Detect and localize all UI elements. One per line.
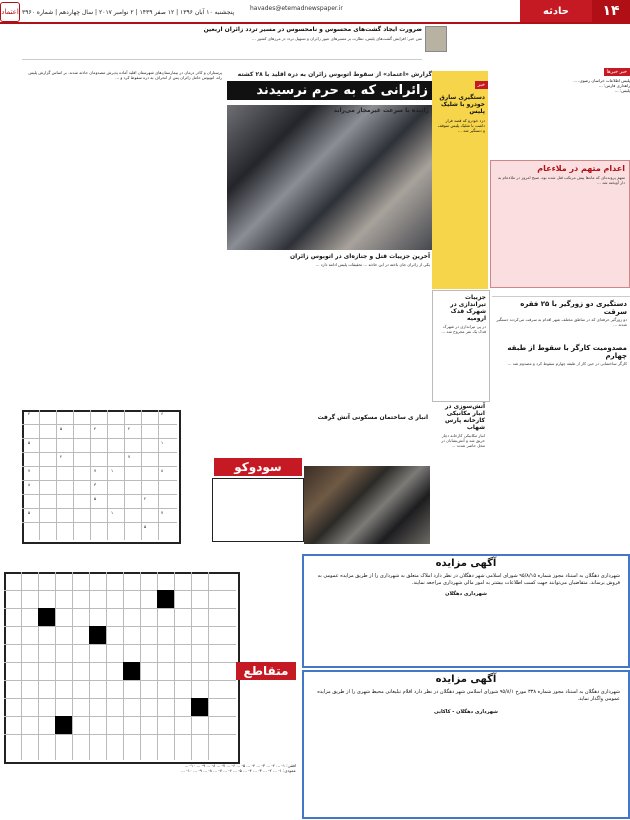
crossword-label: متقاطع [236, 662, 296, 680]
ad-sign-1: شهرداری دهگلان [445, 590, 487, 597]
right-column-yellow: خبر دستگیری سارق خودرو با شلیک پلیس دزد خودرو که قصد فرار داشت با شلیک پلیس متوقف و دستگیر شد ... [432, 71, 488, 289]
sudoku-cell: ۷ [128, 454, 131, 459]
main-story-header [227, 71, 432, 105]
sudoku-cell: ۵ [60, 426, 63, 431]
ad-text-1: شهرداری دهگلان به استناد مجوز شماره ۹۵/۸/۱۵ شورای اسلامی شهر دهگلان در نظر دارد املاک متعلق به شهرداری را از طریق مزایده عمومی به فروش برساند. متقاضیان می‌توانند جهت کسب اطلاعات بیشتر به امور مالی شهرداری مراجعه نمایند. [317, 573, 620, 586]
fire-photo [304, 466, 430, 544]
sudoku-grid-small [212, 478, 304, 542]
sudoku-cell: ۱ [161, 440, 164, 445]
sudoku-cell: ۱ [111, 510, 114, 515]
list-item: پلیس: ... [614, 87, 630, 93]
sudoku-cell: ۸ [28, 482, 31, 487]
logo-icon: اعتماد [0, 2, 20, 22]
main-text-columns: پرستاران و کادر درمان در بیمارستان‌های شهرستان اقلید آماده پذیرش مصدومان حادثه شدند. بر اساس گزارش پلیس راه، اتوبوس حامل زائران پس از انحراف به دره سقوط کرد و ... [28, 70, 222, 80]
right-mid-title: اعدام متهم در ملاءعام [537, 164, 625, 173]
fire-title: آتش‌سوزی در انبار مکانیکی کارخانه پارس شهاب [444, 403, 485, 431]
sudoku-cell: ۱ [111, 468, 114, 473]
sudoku-cell: ۵ [28, 510, 31, 515]
left-column-label: خبر خبرها [604, 68, 630, 76]
top-strip: ضرورت ایجاد گشت‌های محسوس و نامحسوس در مسیر تردد زائران اربعین متن خبر: افزایش گشت‌های پلیس، نظارت بر مسیرهای عبور زائران و تسهیل تردد در مرزهای کشور ... [22, 24, 422, 60]
right-top-label: خبر [475, 81, 488, 89]
main-kicker: گزارش «اعتماد» از سقوط اتوبوس زائران به دره اقلید با ۲۸ کشته [237, 71, 432, 78]
sudoku-cell: ۵ [144, 524, 147, 529]
list-item: راهداری فارس: ... [598, 82, 630, 88]
top-headline: ضرورت ایجاد گشت‌های محسوس و نامحسوس در مسیر تردد زائران اربعین [203, 26, 422, 33]
sudoku-cell: ۴ [94, 426, 97, 431]
fire-kicker: انبار ی ساختمان مسکونی آتش گرفت [317, 414, 428, 421]
sudoku-label: سودوکو [214, 458, 302, 476]
right-side-title: دستگیری دو زورگیر با ۲۵ فقره سرقت [520, 300, 627, 316]
ad-box-2 [302, 670, 630, 819]
page-number: ۱۴ [592, 0, 630, 22]
sudoku-cell: ۸ [161, 468, 164, 473]
right-box-2-title: جزییات تیراندازی در شهرک قدک ارومیه [450, 294, 486, 322]
news-list [492, 79, 630, 93]
sudoku-cell: ۲ [60, 454, 63, 459]
sudoku-cell: ۳ [94, 482, 97, 487]
main-headline: زائرانی که به حرم نرسیدند [227, 81, 432, 100]
right-mid-box: اعدام متهم در ملاءعام متهم پرونده‌ای که ماه‌ها پیش مرتکب قتل شده بود، صبح امروز در ملاءعام به دار آویخته شد ... [490, 160, 630, 288]
ad-sign-2: شهرداری دهگلان - کاکایی [434, 708, 498, 715]
sudoku-section [22, 410, 302, 540]
right-top-title: دستگیری سارق خودرو با شلیک پلیس [439, 94, 485, 115]
photo-caption-title: راننده با سرعت غیرمجاز می‌راند [333, 107, 429, 114]
sudoku-cell: ۲ [128, 426, 131, 431]
crossword-grid [4, 572, 240, 764]
date-line: پنجشنبه ۱۰ آبان ۱۳۹۶ | ۱۲ صفر ۱۴۳۹ | ۲ نوامبر ۲۰۱۷ | سال چهاردهم | شماره ۳۹۶۰ [22, 9, 235, 16]
ad-title-1: آگهی مزایده [435, 558, 497, 569]
right-top-list [492, 58, 630, 160]
sudoku-cell: ۵ [94, 496, 97, 501]
sudoku-cell: ۶ [161, 411, 164, 416]
lower-news-title: آخرین جزییات قتل و جنازه‌ای در اتوبوس زائران [289, 253, 430, 260]
sudoku-cell: ۵ [28, 440, 31, 445]
fire-story [304, 412, 430, 544]
photo-caption [330, 104, 432, 172]
sudoku-cell: ۲ [144, 496, 147, 501]
list-item: پلیس اطلاعات خراسان رضوی، ... [573, 78, 630, 83]
right-side-story: دستگیری دو زورگیر با ۲۵ فقره سرقت دو زورگیر حرفه‌ای که در مناطق مختلف شهر اقدام به سرقت می‌کردند دستگیر شدند ... مصدومیت کارگر با سقوط از طبقه چهارم کارگر ساختمانی در حین کار از طبقه چهارم سقوط کرد و مصدوم شد ... [492, 296, 630, 537]
crossword-clues: افقی: ۱- ... ۲- ... ۳- ... ۴- ... ۵- ... ۶- ... ۷- ... ۸- ... ۹- ... ۱۰- ... عمودی: ۱- ... ۲- ... ۳- ... ۴- ... ۵- ... ۶- ... ۷- ... ۸- ... ۹- ... ۱۰- ... [181, 763, 296, 773]
sudoku-cell: ۴ [28, 411, 31, 416]
ad-title-2: آگهی مزایده [435, 674, 497, 685]
sudoku-cell: ۷ [28, 468, 31, 473]
ad-box-1 [302, 554, 630, 668]
section-email: havades@etemadnewspaper.ir [250, 5, 343, 12]
ad-text-2: شهرداری دهگلان به استناد مجوز شماره ۳۳۸ مورخ ۹۵/۸/۱ شورای اسلامی شهر دهگلان در نظر دارد اقلام تبلیغاتی محیط شهری را از طریق مزایده عمومی واگذار نماید. [317, 689, 620, 702]
right-column-box-3: آتش‌سوزی در انبار مکانیکی کارخانه پارس شهاب انبار مکانیکی کارخانه دچار حریق شد و آتش‌نشانان در محل حاضر شدند ... [432, 400, 488, 550]
lower-news-block: آخرین جزییات قتل و جنازه‌ای در اتوبوس زائران یکی از زائران جان باخته در این حادثه ... تحقیقات پلیس ادامه دارد ... [227, 250, 432, 385]
sudoku-cell: ۷ [94, 468, 97, 473]
author-photo [425, 26, 447, 52]
section-label: حادثه [520, 0, 592, 22]
collapse-title: مصدومیت کارگر با سقوط از طبقه چهارم [507, 343, 627, 360]
sudoku-cell: ۷ [161, 510, 164, 515]
right-column-box-2: جزییات تیراندازی در شهرک قدک ارومیه در پی تیراندازی در شهرک قدک یک نفر مجروح شد ... [432, 290, 490, 402]
